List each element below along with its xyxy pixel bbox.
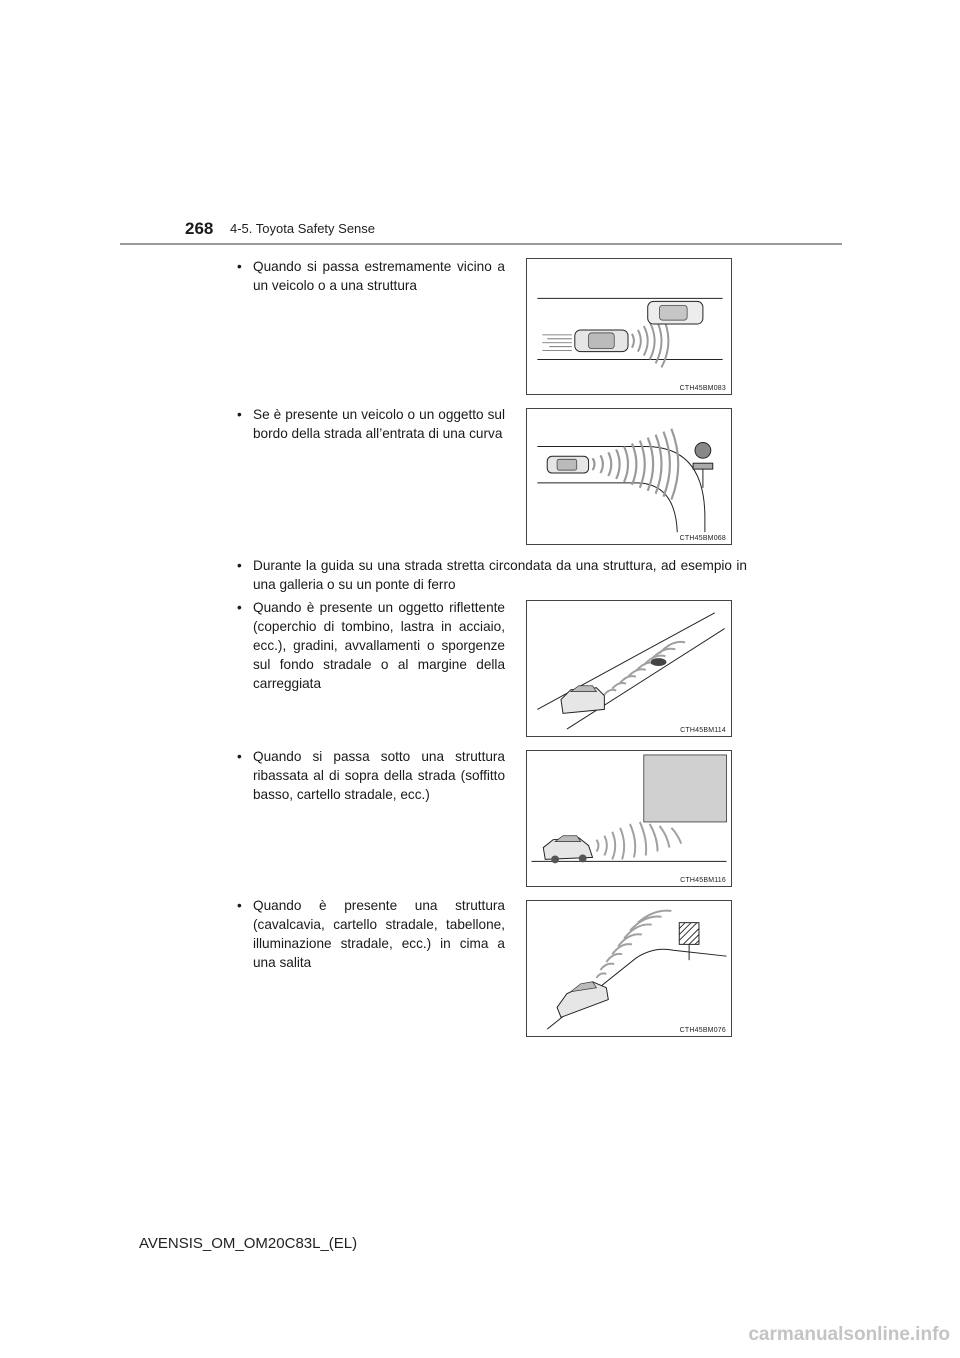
reflective-object-illustration [527,601,731,736]
figure-code: CTH45BM116 [680,877,726,884]
bullet: • [237,558,242,573]
curve-road-illustration [527,409,731,544]
low-structure-illustration [527,751,731,886]
item-text: Quando è presente una struttura (cavalcavia, cartello stradale, tabellone, illuminazione stradale, ecc.) in cima a una salita [253,898,505,970]
item-text: Quando si passa sotto una struttura ribassata al di sopra della strada (soffitto basso, cartello stradale, ecc.) [253,749,505,802]
road-sign-icon [679,923,699,960]
figure-code: CTH45BM076 [679,1027,726,1034]
page-number: 268 [185,219,214,238]
illustration-reflective-object [526,600,732,737]
list-item [237,598,505,693]
item-text: Se è presente un veicolo o un oggetto sul bordo della strada all’entrata di una curva [253,407,505,441]
illustration-low-structure [526,750,732,887]
car-icon [648,301,703,324]
document-code: AVENSIS_OM_OM20C83L_(EL) [139,1235,358,1252]
header-divider [120,243,842,245]
hill-structure-illustration [527,901,731,1036]
passing-vehicle-illustration [527,259,731,394]
section-title: 4-5. Toyota Safety Sense [230,221,376,236]
car-icon [575,330,628,352]
car-icon [543,836,592,864]
illustration-close-vehicle [526,258,732,395]
car-icon [561,686,604,714]
bullet: • [237,749,242,764]
watermark: carmanualsonline.info [748,1324,950,1345]
bullet: • [237,898,242,913]
figure-code: CTH45BM068 [679,535,726,542]
item-text: Quando si passa estremamente vicino a un veicolo o a una struttura [253,259,505,293]
list-item [237,896,505,972]
bullet: • [237,407,242,422]
list-item [237,257,505,295]
list-item [237,556,747,594]
item-text: Durante la guida su una strada stretta circondata da una struttura, ad esempio in una galleria o su un ponte di ferro [253,558,747,592]
road-sign-icon [693,443,713,488]
figure-code: CTH45BM083 [679,385,726,392]
figure-code: CTH45BM114 [680,727,726,734]
bullet: • [237,600,242,615]
car-icon [547,456,588,473]
car-icon [557,982,608,1017]
illustration-curve [526,408,732,545]
item-text: Quando è presente un oggetto riflettente (coperchio di tombino, lastra in acciaio, ecc.), gradini, avvallamenti o sporgenze sul fondo stradale o al margine della carreggiata [253,600,505,691]
illustration-hill-structure [526,900,732,1037]
list-item [237,747,505,804]
bullet: • [237,259,242,274]
list-item [237,405,505,443]
